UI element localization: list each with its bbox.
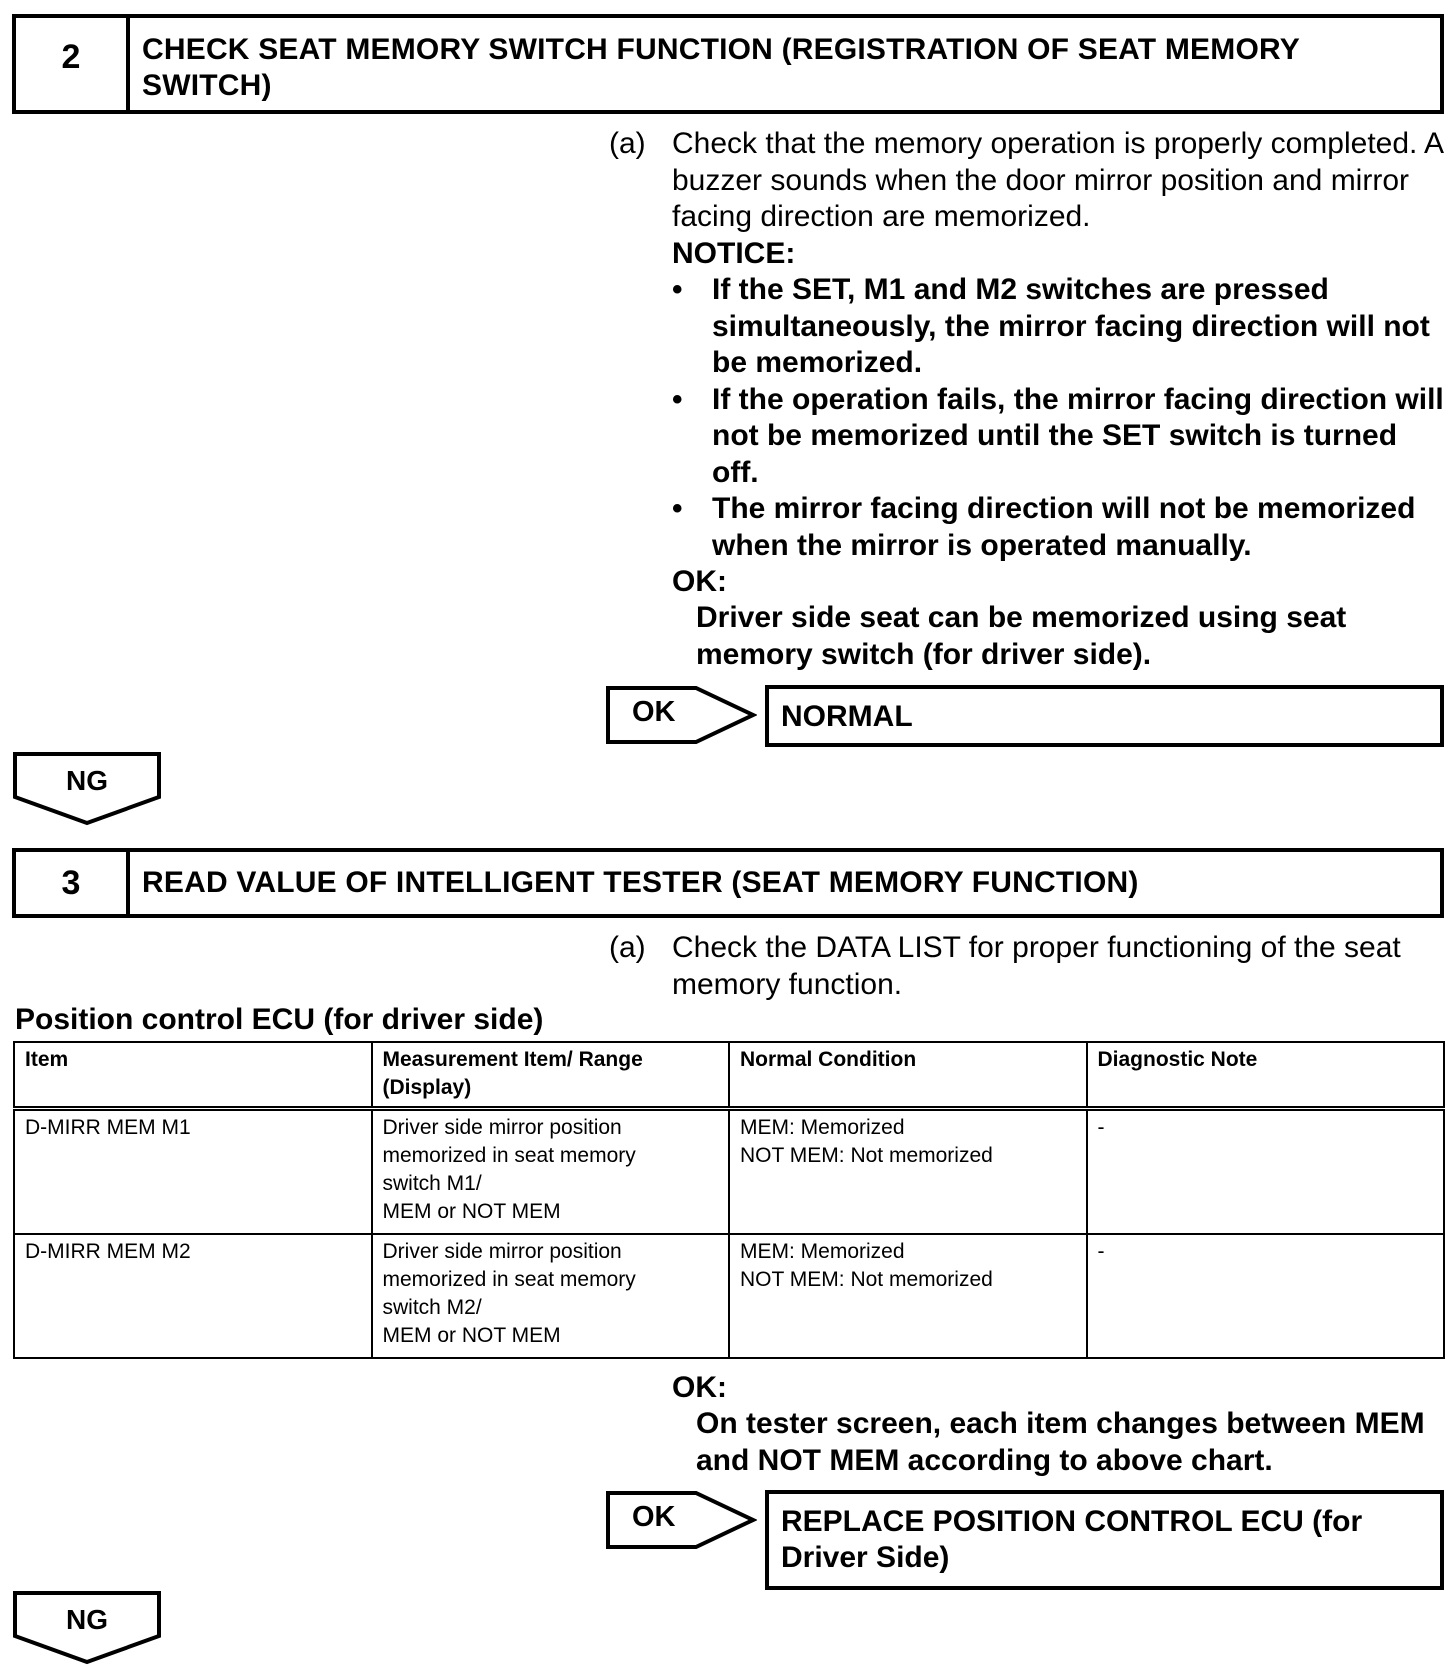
cell-diagnostic-note: - bbox=[1087, 1234, 1445, 1358]
cell-item: D-MIRR MEM M1 bbox=[14, 1109, 372, 1235]
ok-label: OK bbox=[632, 1501, 676, 1533]
cell-item: D-MIRR MEM M2 bbox=[14, 1234, 372, 1358]
step-2-header bbox=[12, 14, 1444, 114]
notice-list bbox=[672, 272, 1444, 564]
ok-label: OK bbox=[632, 696, 676, 728]
cell-normal-condition: MEM: Memorized NOT MEM: Not memorized bbox=[729, 1109, 1087, 1235]
ok-arrow-icon bbox=[605, 685, 757, 745]
bullet-icon: • bbox=[672, 273, 683, 306]
notice-item: • The mirror facing direction will not be memorized when the mirror is operated manually. bbox=[672, 492, 1416, 562]
ng-label: NG bbox=[66, 765, 108, 796]
cell-normal-condition: MEM: Memorized NOT MEM: Not memorized bbox=[729, 1234, 1087, 1358]
step-title: CHECK SEAT MEMORY SWITCH FUNCTION (REGISTRATION OF SEAT MEMORY SWITCH) bbox=[142, 33, 1300, 102]
notice-item: • If the SET, M1 and M2 switches are pressed simultaneously, the mirror facing direction will not be memorized. bbox=[672, 273, 1430, 379]
bullet-icon: • bbox=[672, 492, 683, 525]
notice-item: • If the operation fails, the mirror facing direction will not be memorized until the SET switch is turned off. bbox=[672, 382, 1444, 489]
notice-heading: NOTICE: bbox=[672, 237, 796, 270]
column-header-measurement: Measurement Item/ Range (Display) bbox=[372, 1042, 730, 1109]
cell-diagnostic-note: - bbox=[1087, 1109, 1445, 1235]
bullet-icon: • bbox=[672, 382, 683, 416]
ok-arrow-icon bbox=[605, 1490, 757, 1550]
ok-heading: OK: bbox=[672, 565, 727, 598]
cell-measurement: Driver side mirror position memorized in seat memory switch M2/ MEM or NOT MEM bbox=[372, 1234, 730, 1358]
ng-label: NG bbox=[66, 1604, 108, 1635]
step-title: READ VALUE OF INTELLIGENT TESTER (SEAT MEMORY FUNCTION) bbox=[142, 866, 1139, 899]
ok-condition: On tester screen, each item changes between MEM and NOT MEM according to above chart. bbox=[696, 1407, 1425, 1477]
ok-condition: Driver side seat can be memorized using seat memory switch (for driver side). bbox=[696, 601, 1347, 671]
item-marker: (a) bbox=[609, 931, 646, 964]
step-number: 2 bbox=[16, 18, 130, 110]
column-header-diagnostic-note: Diagnostic Note bbox=[1087, 1042, 1445, 1109]
table-row bbox=[14, 1234, 1444, 1358]
column-header-normal-condition: Normal Condition bbox=[729, 1042, 1087, 1109]
instruction-text: Check that the memory operation is properly completed. A buzzer sounds when the door mirror position and mirror facing direction are memorized. bbox=[672, 127, 1443, 233]
column-header-item: Item bbox=[14, 1042, 372, 1109]
data-list-table bbox=[13, 1041, 1445, 1359]
cell-measurement: Driver side mirror position memorized in seat memory switch M1/ MEM or NOT MEM bbox=[372, 1109, 730, 1235]
table-caption: Position control ECU (for driver side) bbox=[15, 1003, 544, 1036]
result-box: REPLACE POSITION CONTROL ECU (for Driver Side) bbox=[765, 1490, 1444, 1590]
result-box: NORMAL bbox=[765, 685, 1444, 747]
ok-heading: OK: bbox=[672, 1371, 727, 1404]
item-marker: (a) bbox=[609, 127, 646, 160]
table-row bbox=[14, 1109, 1444, 1235]
step-number: 3 bbox=[16, 852, 130, 914]
table-header-row bbox=[14, 1042, 1444, 1109]
instruction-text: Check the DATA LIST for proper functioning of the seat memory function. bbox=[672, 931, 1401, 1001]
step-3-header bbox=[12, 848, 1444, 918]
